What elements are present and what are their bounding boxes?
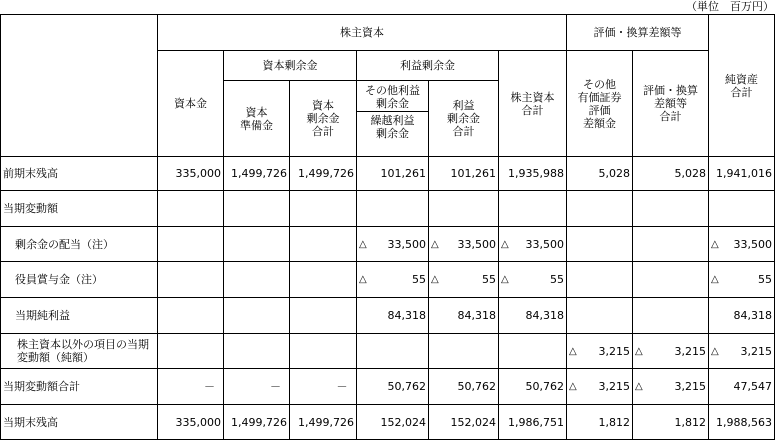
cell-value: 1,812	[674, 415, 706, 429]
cell-value: 50,762	[387, 380, 426, 393]
table-cell	[633, 191, 709, 227]
table-cell	[290, 405, 357, 440]
row-label: 当期変動額	[1, 191, 158, 227]
cell-value: 47,547	[733, 380, 772, 393]
table-cell	[357, 157, 429, 191]
table-cell	[224, 405, 290, 440]
row-label: 当期変動額合計	[1, 369, 158, 405]
row-label: 剰余金の配当（注）	[1, 227, 158, 262]
negative-triangle-icon: △	[359, 274, 367, 285]
cell-value: 55	[758, 273, 772, 286]
table-cell	[567, 227, 633, 262]
table-cell	[290, 227, 357, 262]
table-cell	[499, 262, 567, 298]
table-cell	[499, 298, 567, 334]
table-cell	[429, 405, 499, 440]
table-cell	[158, 191, 224, 227]
table-cell	[290, 157, 357, 191]
table-cell	[290, 191, 357, 227]
cell-value: 335,000	[175, 415, 221, 429]
row-label: 役員賞与金（注）	[1, 262, 158, 298]
table-cell	[158, 334, 224, 369]
table-cell	[429, 334, 499, 369]
header-sonota-rieki-joyokin	[357, 81, 429, 157]
table-cell	[429, 157, 499, 191]
table-cell	[709, 191, 775, 227]
table-cell	[499, 157, 567, 191]
negative-triangle-icon: △	[635, 345, 643, 357]
header-shihon-joyokin-gokei: 資本 剰余金 合計	[290, 81, 357, 157]
table-cell	[567, 405, 633, 440]
table-cell	[357, 191, 429, 227]
table-cell	[709, 298, 775, 334]
table-row	[1, 334, 775, 369]
cell-value: 55	[482, 273, 496, 286]
cell-value: 1,941,016	[716, 167, 772, 180]
table-cell	[429, 369, 499, 405]
table-cell	[499, 334, 567, 369]
table-cell	[633, 405, 709, 440]
header-sonota-yuka: その他 有価証券 評価 差額金	[567, 51, 633, 157]
cell-value: 50,762	[457, 380, 496, 393]
cell-value: 1,812	[598, 415, 630, 429]
table-cell	[429, 227, 499, 262]
cell-value: 84,318	[387, 309, 426, 322]
cell-value: 3,215	[674, 380, 706, 393]
cell-value: 1,499,726	[298, 415, 354, 429]
cell-value: 55	[412, 273, 426, 286]
table-cell	[499, 405, 567, 440]
header-shihon-joyokin: 資本剰余金	[224, 51, 357, 81]
table-cell	[633, 227, 709, 262]
row-label: 当期末残高	[1, 405, 158, 440]
table-row	[1, 262, 775, 298]
row-label: 前期末残高	[1, 157, 158, 191]
cell-value: 84,318	[525, 309, 564, 322]
table-row	[1, 157, 775, 191]
table-cell	[224, 157, 290, 191]
cell-value: 3,215	[674, 344, 706, 358]
header-rieki-joyokin: 利益剰余金	[357, 51, 499, 81]
header-hyoka-group: 評価・換算差額等	[567, 15, 709, 51]
cell-value: －	[336, 380, 348, 393]
table-cell	[224, 262, 290, 298]
table-cell	[567, 157, 633, 191]
table-cell	[224, 227, 290, 262]
table-cell	[224, 369, 290, 405]
unit-note: （単位 百万円）	[686, 0, 774, 13]
header-shihon-junbikin: 資本 準備金	[224, 81, 290, 157]
table-cell	[357, 405, 429, 440]
table-cell	[633, 262, 709, 298]
cell-value: 50,762	[525, 380, 564, 393]
cell-value: 152,024	[450, 415, 496, 429]
negative-triangle-icon: △	[569, 381, 577, 392]
table-cell	[158, 262, 224, 298]
table-cell	[499, 191, 567, 227]
header-kabunushi-gokei: 株主資本 合計	[499, 51, 567, 157]
table-cell	[429, 298, 499, 334]
header-sonota-rieki-label: その他利益 剰余金	[365, 84, 420, 110]
table-cell	[357, 262, 429, 298]
negative-triangle-icon: △	[501, 238, 509, 250]
cell-value: 3,215	[598, 380, 630, 393]
negative-triangle-icon: △	[431, 274, 439, 285]
table-row	[1, 405, 775, 440]
cell-value: 1,986,751	[508, 415, 564, 429]
table-row	[1, 369, 775, 405]
table-cell	[709, 227, 775, 262]
cell-value: 101,261	[380, 167, 426, 180]
header-kurikoshi-label: 繰越利益 剰余金	[357, 111, 428, 140]
table-cell	[158, 298, 224, 334]
table-cell	[633, 334, 709, 369]
table-cell	[290, 334, 357, 369]
cell-value: －	[270, 380, 281, 393]
header-corner	[1, 15, 158, 157]
cell-value: 1,935,988	[508, 167, 564, 180]
cell-value: 84,318	[733, 309, 772, 322]
header-rieki-joyokin-gokei: 利益 剰余金 合計	[429, 81, 499, 157]
cell-value: 3,215	[740, 344, 772, 358]
table-cell	[567, 369, 633, 405]
cell-value: －	[204, 380, 215, 393]
header-hyoka-gokei: 評価・換算 差額等 合計	[633, 51, 709, 157]
cell-value: 101,261	[450, 167, 496, 180]
cell-value: 33,500	[525, 237, 564, 251]
table-cell	[290, 369, 357, 405]
table-cell	[357, 369, 429, 405]
table-row	[1, 191, 775, 227]
table-cell	[499, 369, 567, 405]
table-cell	[709, 334, 775, 369]
cell-value: 84,318	[457, 309, 496, 322]
table-cell	[290, 298, 357, 334]
table-cell	[429, 262, 499, 298]
header-kabunushi-shihon: 株主資本	[158, 15, 567, 51]
cell-value: 33,500	[457, 237, 496, 251]
table-cell	[709, 369, 775, 405]
cell-value: 335,000	[175, 167, 221, 180]
table-cell	[158, 227, 224, 262]
cell-value: 1,499,726	[231, 167, 287, 180]
cell-value: 55	[550, 273, 564, 286]
cell-value: 1,988,563	[716, 415, 772, 429]
negative-triangle-icon: △	[711, 274, 719, 285]
table-cell	[633, 298, 709, 334]
negative-triangle-icon: △	[569, 345, 577, 357]
table-row	[1, 298, 775, 334]
cell-value: 3,215	[598, 344, 630, 358]
cell-value: 1,499,726	[231, 415, 287, 429]
table-cell	[633, 369, 709, 405]
table-cell	[429, 191, 499, 227]
table-cell	[224, 334, 290, 369]
cell-value: 152,024	[380, 415, 426, 429]
header-junshisan-gokei: 純資産 合計	[709, 15, 775, 157]
table-cell	[567, 262, 633, 298]
table-cell	[357, 334, 429, 369]
negative-triangle-icon: △	[711, 345, 719, 357]
negative-triangle-icon: △	[711, 238, 719, 250]
negative-triangle-icon: △	[359, 238, 367, 250]
equity-statement-table	[0, 14, 775, 440]
table-cell	[158, 157, 224, 191]
table-cell	[567, 298, 633, 334]
table-cell	[224, 298, 290, 334]
table-cell	[709, 157, 775, 191]
table-row	[1, 227, 775, 262]
header-shihonkin: 資本金	[158, 51, 224, 157]
table-cell	[633, 157, 709, 191]
table-cell	[290, 262, 357, 298]
row-label: 当期純利益	[1, 298, 158, 334]
negative-triangle-icon: △	[635, 381, 643, 392]
cell-value: 33,500	[387, 237, 426, 251]
table-cell	[158, 369, 224, 405]
row-label: 株主資本以外の項目の当期変動額（純額）	[1, 334, 158, 369]
cell-value: 5,028	[598, 167, 630, 180]
table-cell	[567, 191, 633, 227]
table-cell	[158, 405, 224, 440]
table-cell	[357, 298, 429, 334]
cell-value: 33,500	[733, 237, 772, 251]
table-cell	[567, 334, 633, 369]
negative-triangle-icon: △	[431, 238, 439, 250]
negative-triangle-icon: △	[501, 274, 509, 285]
cell-value: 1,499,726	[298, 167, 354, 180]
table-cell	[499, 227, 567, 262]
table-cell	[709, 262, 775, 298]
table-cell	[224, 191, 290, 227]
cell-value: 5,028	[674, 167, 706, 180]
table-cell	[709, 405, 775, 440]
table-cell	[357, 227, 429, 262]
